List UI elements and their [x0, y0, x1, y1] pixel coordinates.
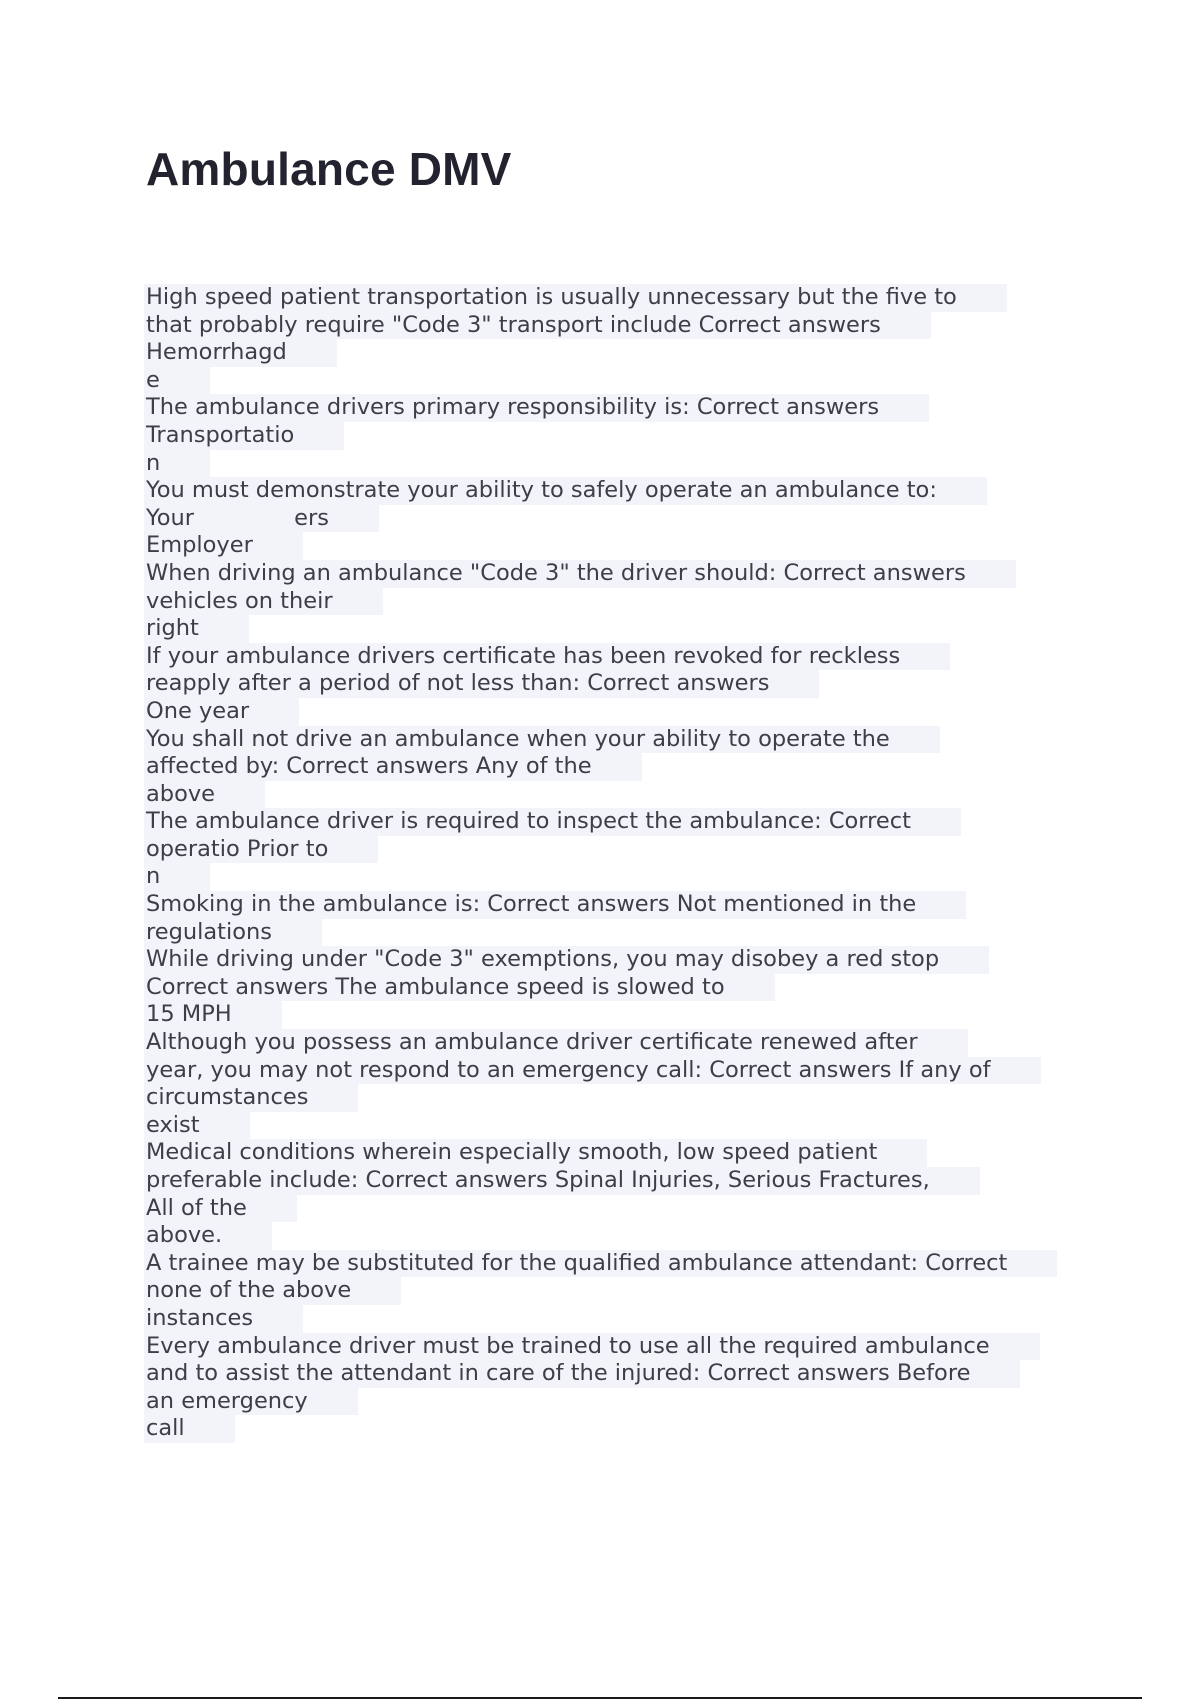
- line-text: Employer: [144, 532, 303, 560]
- line-text: When driving an ambulance "Code 3" the driver should: Correct answers: [144, 560, 1016, 588]
- text-line: [146, 836, 1086, 864]
- line-text: n: [144, 863, 210, 891]
- line-text: Smoking in the ambulance is: Correct answers Not mentioned in the: [144, 891, 966, 919]
- text-line: [146, 1360, 1086, 1388]
- footer-divider: [58, 1697, 1142, 1699]
- line-text: Correct answers The ambulance speed is slowed to: [144, 974, 775, 1002]
- line-text: circumstances: [144, 1084, 358, 1112]
- text-line: [146, 394, 1086, 422]
- line-text: preferable include: Correct answers Spinal Injuries, Serious Fractures,: [144, 1167, 980, 1195]
- text-line: [146, 560, 1086, 588]
- text-line: [146, 588, 1086, 616]
- line-text: 15 MPH: [144, 1001, 282, 1029]
- text-line: [146, 477, 1086, 505]
- line-text: A trainee may be substituted for the qualified ambulance attendant: Correct: [144, 1250, 1057, 1278]
- line-text: vehicles on their: [144, 588, 383, 616]
- text-line: [146, 974, 1086, 1002]
- text-line: [146, 1222, 1086, 1250]
- document-body: [146, 284, 1086, 1443]
- text-line: [146, 1415, 1086, 1443]
- line-text: above: [144, 781, 265, 809]
- text-line: [146, 808, 1086, 836]
- text-line: [146, 919, 1086, 947]
- line-text: n: [144, 450, 210, 478]
- line-text: and to assist the attendant in care of the injured: Correct answers Before: [144, 1360, 1020, 1388]
- text-line: [146, 450, 1086, 478]
- text-line: [146, 643, 1086, 671]
- line-text: Hemorrhagd: [144, 339, 337, 367]
- text-line: [146, 1139, 1086, 1167]
- text-line: [146, 1084, 1086, 1112]
- line-text: The ambulance drivers primary responsibility is: Correct answers: [144, 394, 929, 422]
- line-text: an emergency: [144, 1388, 358, 1416]
- line-text: Your ers: [144, 505, 379, 533]
- text-line: [146, 1333, 1086, 1361]
- line-text: instances: [144, 1305, 303, 1333]
- text-line: [146, 1057, 1086, 1085]
- text-line: [146, 863, 1086, 891]
- line-text: call: [144, 1415, 235, 1443]
- line-text: that probably require "Code 3" transport include Correct answers: [144, 312, 931, 340]
- line-text: right: [144, 615, 249, 643]
- text-line: [146, 698, 1086, 726]
- line-text: High speed patient transportation is usually unnecessary but the five to: [144, 284, 1007, 312]
- line-text: none of the above: [144, 1277, 401, 1305]
- line-text: One year: [144, 698, 299, 726]
- text-line: [146, 505, 1086, 533]
- text-line: [146, 753, 1086, 781]
- line-text: above.: [144, 1222, 272, 1250]
- line-text: exist: [144, 1112, 250, 1140]
- line-text: e: [144, 367, 210, 395]
- line-text: If your ambulance drivers certificate has been revoked for reckless: [144, 643, 950, 671]
- text-line: [146, 1167, 1086, 1195]
- line-text: Every ambulance driver must be trained to use all the required ambulance: [144, 1333, 1040, 1361]
- line-text: regulations: [144, 919, 322, 947]
- line-text: While driving under "Code 3" exemptions, you may disobey a red stop: [144, 946, 989, 974]
- line-text: year, you may not respond to an emergency call: Correct answers If any of: [144, 1057, 1041, 1085]
- text-line: [146, 670, 1086, 698]
- line-text: The ambulance driver is required to inspect the ambulance: Correct: [144, 808, 961, 836]
- text-line: [146, 532, 1086, 560]
- line-text: reapply after a period of not less than: Correct answers: [144, 670, 819, 698]
- line-text: Although you possess an ambulance driver certificate renewed after: [144, 1029, 968, 1057]
- text-line: [146, 1112, 1086, 1140]
- line-text: operatio Prior to: [144, 836, 378, 864]
- text-line: [146, 1001, 1086, 1029]
- text-line: [146, 946, 1086, 974]
- text-line: [146, 1029, 1086, 1057]
- line-text: Transportatio: [144, 422, 344, 450]
- text-line: [146, 422, 1086, 450]
- page-title: Ambulance DMV: [146, 143, 512, 195]
- line-text: All of the: [144, 1195, 297, 1223]
- text-line: [146, 1250, 1086, 1278]
- text-line: [146, 726, 1086, 754]
- text-line: [146, 1277, 1086, 1305]
- text-line: [146, 284, 1086, 312]
- line-text: You must demonstrate your ability to safely operate an ambulance to:: [144, 477, 987, 505]
- line-text: You shall not drive an ambulance when your ability to operate the: [144, 726, 940, 754]
- text-line: [146, 312, 1086, 340]
- text-line: [146, 615, 1086, 643]
- text-line: [146, 367, 1086, 395]
- text-line: [146, 1305, 1086, 1333]
- text-line: [146, 891, 1086, 919]
- line-text: affected by: Correct answers Any of the: [144, 753, 642, 781]
- text-line: [146, 339, 1086, 367]
- text-line: [146, 1388, 1086, 1416]
- line-text: Medical conditions wherein especially smooth, low speed patient: [144, 1139, 927, 1167]
- text-line: [146, 781, 1086, 809]
- text-line: [146, 1195, 1086, 1223]
